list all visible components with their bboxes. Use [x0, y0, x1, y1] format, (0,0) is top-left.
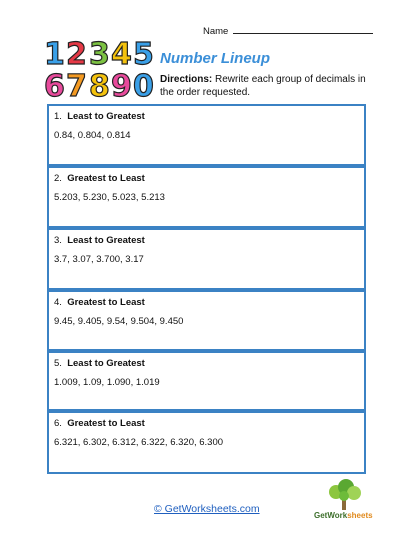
- directions: [160, 73, 375, 99]
- problem-box-1: [47, 104, 366, 166]
- digit-0: 0: [133, 69, 154, 104]
- name-line: [203, 24, 373, 37]
- page-title: Number Lineup: [160, 50, 271, 67]
- name-blank[interactable]: [233, 24, 373, 34]
- problem-heading: [54, 418, 145, 429]
- digit-2: 2: [66, 37, 87, 72]
- problem-instruction: Least to Greatest: [67, 111, 145, 122]
- problem-box-2: [47, 166, 366, 228]
- problem-number: 5.: [54, 358, 62, 369]
- directions-text: Rewrite each group of decimals in the order requested.: [160, 74, 366, 98]
- problem-number: 3.: [54, 235, 62, 246]
- footer-link[interactable]: © GetWorksheets.com: [154, 503, 260, 515]
- problem-heading: [54, 173, 145, 184]
- problem-heading: [54, 358, 145, 369]
- problem-instruction: Least to Greatest: [67, 235, 145, 246]
- problem-values: 1.009, 1.09, 1.090, 1.019: [54, 377, 160, 388]
- problem-box-4: [47, 290, 366, 351]
- name-label: Name: [203, 26, 229, 37]
- digit-5: 5: [133, 37, 154, 72]
- problem-values: 0.84, 0.804, 0.814: [54, 130, 131, 141]
- digit-3: 3: [89, 37, 110, 72]
- problem-number: 2.: [54, 173, 62, 184]
- digit-6: 6: [44, 69, 65, 104]
- numbers-graphic: [44, 37, 156, 104]
- problem-instruction: Greatest to Least: [67, 297, 145, 308]
- tree-icon: [314, 478, 374, 512]
- problem-box-5: [47, 351, 366, 411]
- problem-heading: [54, 111, 145, 122]
- problem-values: 3.7, 3.07, 3.700, 3.17: [54, 254, 144, 265]
- getworksheets-logo: [314, 478, 374, 528]
- problem-values: 9.45, 9.405, 9.54, 9.504, 9.450: [54, 316, 184, 327]
- logo-text: GetWorksheets: [314, 511, 373, 520]
- problem-instruction: Greatest to Least: [67, 418, 145, 429]
- digit-1: 1: [44, 37, 65, 72]
- problem-values: 5.203, 5.230, 5.023, 5.213: [54, 192, 165, 203]
- problem-number: 6.: [54, 418, 62, 429]
- problem-box-3: [47, 228, 366, 290]
- problem-heading: [54, 297, 145, 308]
- digit-8: 8: [89, 69, 110, 104]
- digit-4: 4: [111, 37, 132, 72]
- problem-values: 6.321, 6.302, 6.312, 6.322, 6.320, 6.300: [54, 437, 224, 448]
- problem-instruction: Least to Greatest: [67, 358, 145, 369]
- digit-9: 9: [111, 69, 132, 104]
- digit-7: 7: [66, 69, 87, 104]
- directions-label: Directions:: [160, 74, 213, 85]
- problem-heading: [54, 235, 145, 246]
- problem-number: 1.: [54, 111, 62, 122]
- problem-number: 4.: [54, 297, 62, 308]
- problem-instruction: Greatest to Least: [67, 173, 145, 184]
- problem-box-6: [47, 411, 366, 474]
